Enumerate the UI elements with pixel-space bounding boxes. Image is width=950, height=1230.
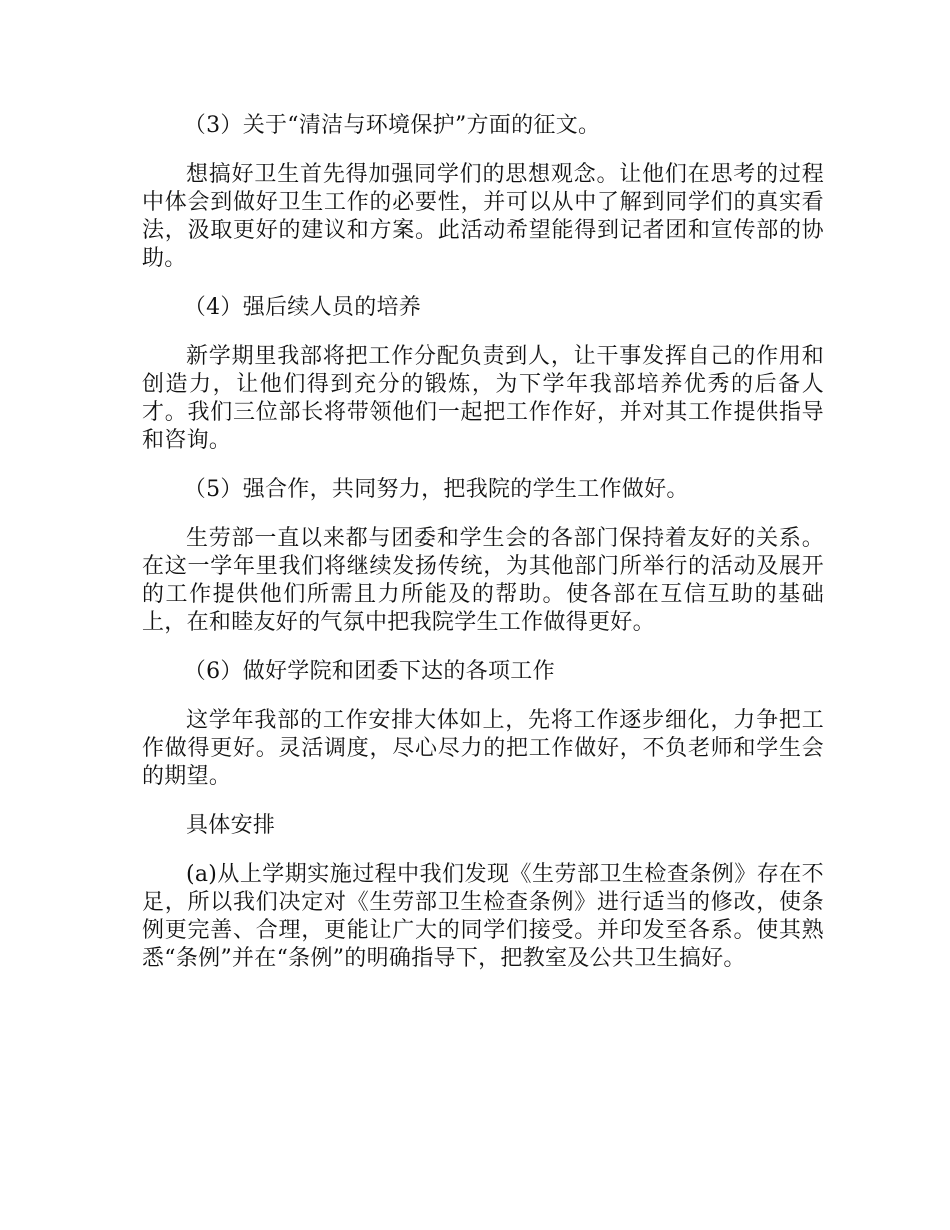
body-paragraph: 生劳部一直以来都与团委和学生会的各部门保持着友好的关系。在这一学年里我们将继续发扬传统，为其他部门所举行的活动及展开的工作提供他们所需且力所能及的帮助。使各部在互信互助的基础上，在和睦友好的气氛中把我院学生工作做得更好。 — [142, 526, 824, 635]
body-paragraph: (a)从上学期实施过程中我们发现《生劳部卫生检查条例》存在不足，所以我们决定对《生劳部卫生检查条例》进行适当的修改，使条例更完善、合理，更能让广大的同学们接受。并印发至各系。使其熟悉“条例”并在“条例”的明确指导下，把教室及公共卫生搞好。 — [142, 862, 824, 971]
section-heading-3: （3）关于“清洁与环境保护”方面的征文。 — [183, 113, 601, 138]
body-paragraph: 这学年我部的工作安排大体如上，先将工作逐步细化，力争把工作做得更好。灵活调度，尽心尽力的把工作做好，不负老师和学生会的期望。 — [142, 708, 824, 789]
section-heading-6: （6）做好学院和团委下达的各项工作 — [183, 659, 555, 684]
section-heading-5: （5）强合作，共同努力，把我院的学生工作做好。 — [183, 477, 689, 502]
document-page — [142, 112, 824, 994]
body-paragraph: 想搞好卫生首先得加强同学们的思想观念。让他们在思考的过程中体会到做好卫生工作的必要性，并可以从中了解到同学们的真实看法，汲取更好的建议和方案。此活动希望能得到记者团和宣传部的协助。 — [142, 162, 824, 271]
section-heading-4: （4）强后续人员的培养 — [183, 295, 422, 320]
body-paragraph: 新学期里我部将把工作分配负责到人，让干事发挥自己的作用和创造力，让他们得到充分的锻炼，为下学年我部培养优秀的后备人才。我们三位部长将带领他们一起把工作作好，并对其工作提供指导和咨询。 — [142, 344, 824, 453]
subheading-specific-arrangements: 具体安排 — [186, 813, 276, 838]
